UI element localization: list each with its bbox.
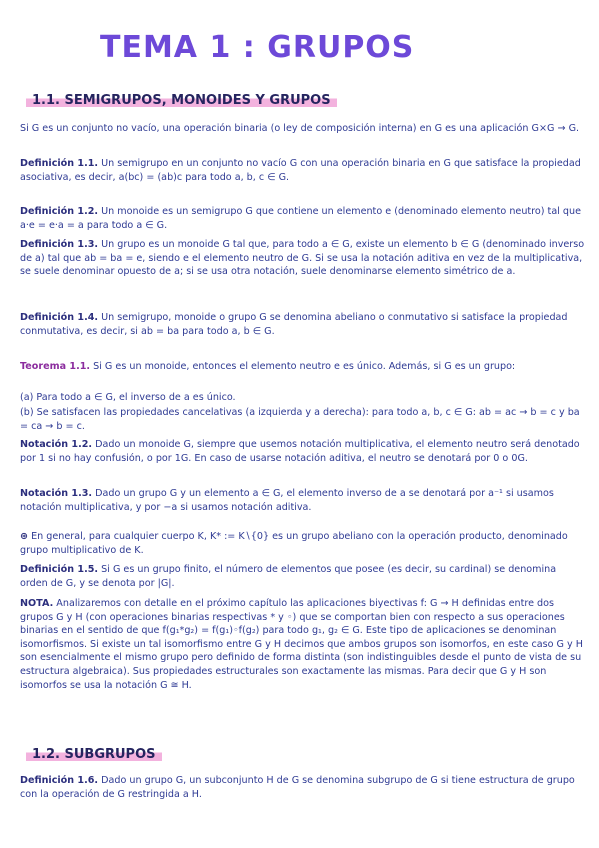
definition-1-1-label: Definición 1.1. (20, 158, 99, 169)
nota-label: NOTA. (20, 598, 54, 609)
theorem-1-1-text: Si G es un monoide, entonces el elemento neutro e es único. Además, si G es un grupo: (93, 361, 516, 372)
definition-1-2-text: Un monoide es un semigrupo G que contiene un elemento e (denominado elemento neutro) tal que a·e = e·a = a para todo a ∈ G. (20, 206, 581, 231)
definition-1-3-label: Definición 1.3. (20, 239, 99, 250)
nota-text: Analizaremos con detalle en el próximo capítulo las aplicaciones biyectivas f: G → H definidas entre dos grupos G y H (con operaciones binarias respectivas * y ◦) que se comportan bien con respecto a sus operaciones binarias en el sentido de que f(g₁*g₂) = f(g₁)◦f(g₂) para todo g₁, g₂ ∈ G. Este tipo de aplicaciones se denominan isomorfismos. Si existe un tal isomorfismo entre G y H decimos que ambos grupos son isomorfos, en este caso G y H son esencialmente el mismo grupo pero definido de forma distinta (son indistinguibles desde el punto de vista de su estructura algebraica). Sus propiedades estructurales son exactamente las mismas. Para decir que G y H son isomorfos se usa la notación G ≅ H. (20, 598, 583, 691)
definition-1-1 (20, 157, 585, 184)
definition-1-2-label: Definición 1.2. (20, 206, 99, 217)
definition-1-4-label: Definición 1.4. (20, 312, 99, 323)
definition-1-6-text: Dado un grupo G, un subconjunto H de G se denomina subgrupo de G si tiene estructura de grupo con la operación de G restringida a H. (20, 775, 575, 800)
intro-paragraph: Si G es un conjunto no vacío, una operación binaria (o ley de composición interna) en G es una aplicación G×G → G. (20, 123, 580, 134)
definition-1-4-text: Un semigrupo, monoide o grupo G se denomina abeliano o conmutativo si satisface la propiedad conmutativa, es decir, si ab = ba para todo a, b ∈ G. (20, 312, 568, 337)
section-title-1-2: 1.2. SUBGRUPOS (26, 746, 162, 763)
notation-1-2-text: Dado un monoide G, siempre que usemos notación multiplicativa, el elemento neutro será denotado por 1 si no hay confusión, o por 1G. En caso de usarse notación aditiva, el neutro se denotará por 0 o 0G. (20, 439, 580, 464)
definition-1-3-text: Un grupo es un monoide G tal que, para todo a ∈ G, existe un elemento b ∈ G (denominado inverso de a) tal que ab = ba = e, siendo e el elemento neutro de G. Si se usa la notación aditiva en vez de la multiplicativa, se suele denominar opuesto de a; si se usa otra notación, suele denominarse elemento simétrico de a. (20, 239, 585, 278)
example-mark-icon: ⊛ (20, 531, 29, 542)
definition-1-4 (20, 311, 585, 338)
notation-1-2 (20, 438, 585, 465)
notation-1-2-label: Notación 1.2. (20, 439, 93, 450)
definition-1-5-label: Definición 1.5. (20, 564, 99, 575)
example-text: En general, para cualquier cuerpo K, K* := K∖{0} es un grupo abeliano con la operación producto, denominado grupo multiplicativo de K. (20, 531, 568, 556)
notation-1-3-text: Dado un grupo G y un elemento a ∈ G, el elemento inverso de a se denotará por a⁻¹ si usamos notación multiplicativa, y por −a si usamos notación aditiva. (20, 488, 554, 513)
theorem-1-1-item-b: (b) Se satisfacen las propiedades cancelativas (a izquierda y a derecha): para todo a, b, c ∈ G: ab = ac → b = c y ba = ca → b = c. (20, 407, 580, 432)
definition-1-1-text: Un semigrupo en un conjunto no vacío G con una operación binaria en G que satisface la propiedad asociativa, es decir, a(bc) = (ab)c para todo a, b, c ∈ G. (20, 158, 581, 183)
definition-1-2 (20, 205, 585, 232)
definition-1-6-label: Definición 1.6. (20, 775, 99, 786)
definition-1-3 (20, 238, 585, 279)
definition-1-5-text: Si G es un grupo finito, el número de elementos que posee (es decir, su cardinal) se denomina orden de G, y se denota por |G|. (20, 564, 557, 589)
nota-paragraph (20, 597, 585, 692)
page-title: TEMA 1 : GRUPOS (100, 30, 415, 65)
notation-1-3 (20, 487, 585, 514)
example-paragraph (20, 530, 585, 557)
theorem-1-1 (20, 360, 585, 374)
theorem-1-1-label: Teorema 1.1. (20, 361, 91, 372)
definition-1-5 (20, 563, 585, 590)
definition-1-6 (20, 774, 585, 801)
theorem-1-1-item-a: (a) Para todo a ∈ G, el inverso de a es único. (20, 392, 236, 403)
notation-1-3-label: Notación 1.3. (20, 488, 93, 499)
section-title-1-1: 1.1. SEMIGRUPOS, MONOIDES Y GRUPOS (26, 92, 337, 109)
